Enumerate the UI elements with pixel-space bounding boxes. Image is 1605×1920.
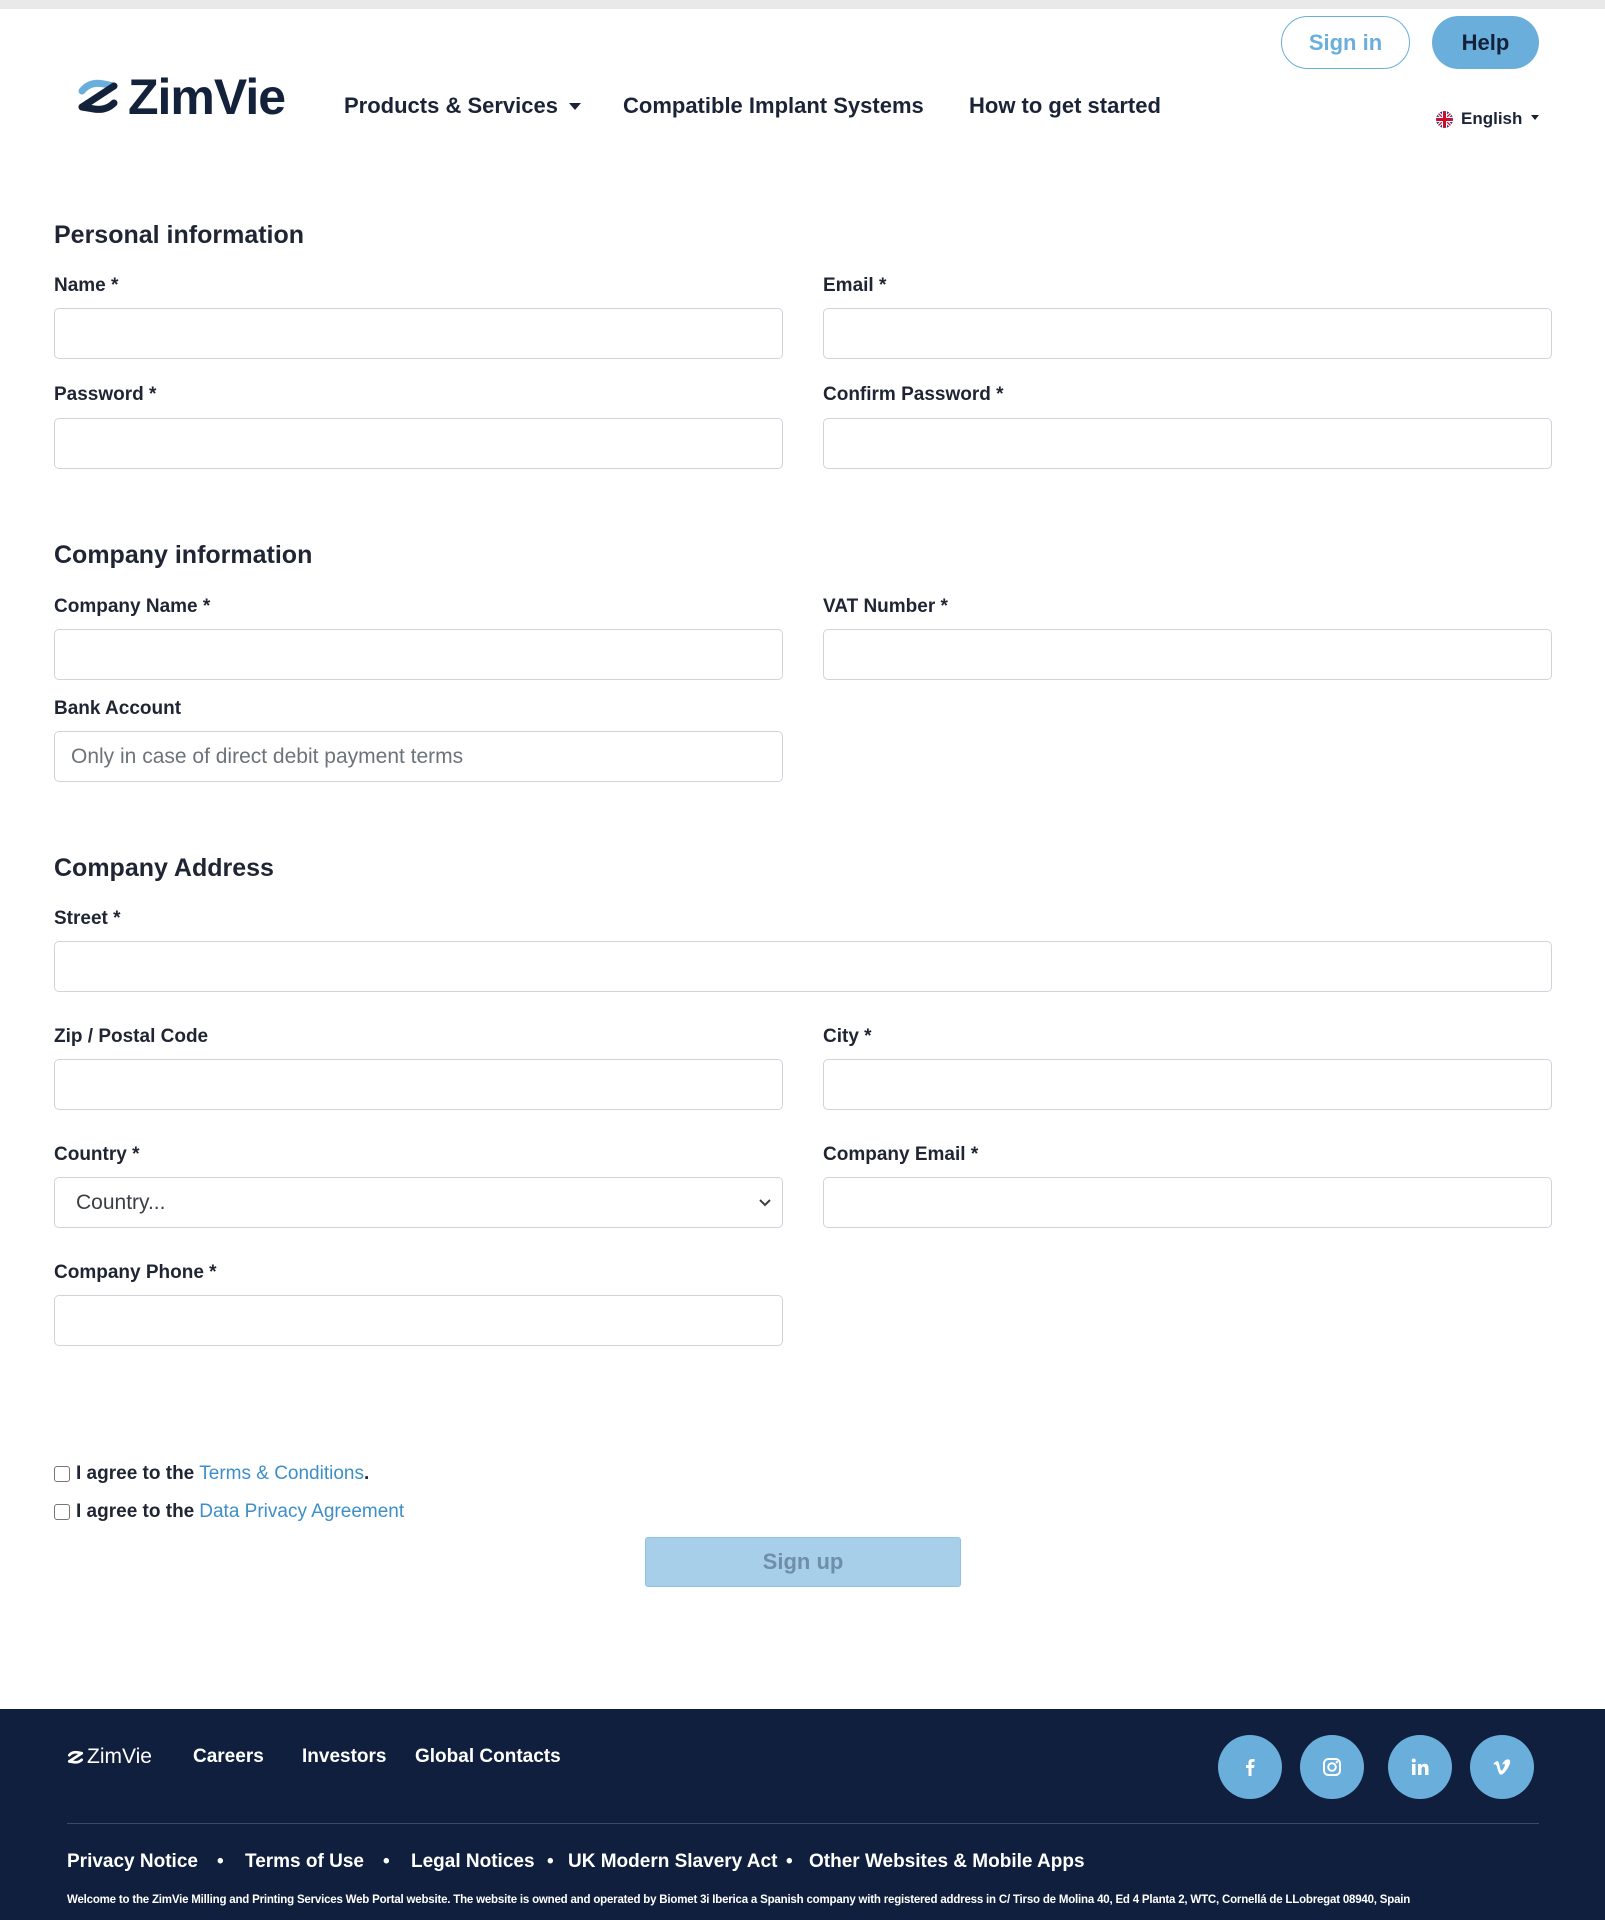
footer-logo[interactable] (67, 1745, 152, 1769)
company-address-title: Company Address (54, 854, 274, 882)
privacy-agreement-row (54, 1501, 404, 1523)
street-label: Street * (54, 908, 121, 929)
agree-prefix: I agree to the (76, 1501, 195, 1522)
vimeo-icon (1491, 1756, 1513, 1778)
terms-checkbox[interactable] (54, 1466, 70, 1482)
nav-label: How to get started (969, 93, 1161, 118)
help-button[interactable]: Help (1432, 16, 1539, 69)
password-label: Password * (54, 384, 157, 405)
caret-down-icon (1531, 115, 1539, 120)
company-email-input[interactable] (823, 1177, 1552, 1228)
company-name-label: Company Name * (54, 596, 211, 617)
footer-privacy-notice-link[interactable]: Privacy Notice (67, 1851, 198, 1872)
footer-link-investors[interactable]: Investors (302, 1746, 387, 1767)
nav-label: Products & Services (344, 93, 558, 118)
agree-prefix: I agree to the (76, 1463, 195, 1484)
footer-separator: • (786, 1851, 793, 1872)
sign-in-button[interactable]: Sign in (1281, 16, 1410, 69)
site-footer (0, 1709, 1605, 1920)
footer-terms-of-use-link[interactable]: Terms of Use (245, 1851, 364, 1872)
language-selector[interactable] (1436, 109, 1539, 129)
uk-flag-icon (1436, 111, 1453, 128)
sign-up-button[interactable]: Sign up (645, 1537, 961, 1587)
city-label: City * (823, 1026, 872, 1047)
footer-separator: • (383, 1851, 390, 1872)
caret-down-icon (569, 103, 581, 110)
terms-agreement-row (54, 1463, 369, 1485)
logo-wordmark: ZimVie (128, 69, 286, 125)
password-input[interactable] (54, 418, 783, 469)
footer-separator: • (217, 1851, 224, 1872)
footer-uk-modern-slavery-act-link[interactable]: UK Modern Slavery Act (568, 1851, 778, 1872)
city-input[interactable] (823, 1059, 1552, 1110)
zip-input[interactable] (54, 1059, 783, 1110)
company-name-input[interactable] (54, 629, 783, 680)
site-header (0, 9, 1605, 159)
linkedin-icon (1409, 1756, 1431, 1778)
instagram-icon (1321, 1756, 1343, 1778)
street-input[interactable] (54, 941, 1552, 992)
vat-number-label: VAT Number * (823, 596, 948, 617)
footer-ownership-note: Welcome to the ZimVie Milling and Printing Services Web Portal website. The website is owned and operated by Biomet 3i Iberica a Spanish company with registered address in C/ Tirso de Molina 40, Ed 4 Planta 2, WTC, Cornellá de LLobregat 08940, Spain (67, 1894, 1411, 1906)
terms-conditions-link[interactable]: Terms & Conditions (199, 1463, 364, 1484)
data-privacy-agreement-link[interactable]: Data Privacy Agreement (199, 1501, 405, 1522)
name-input[interactable] (54, 308, 783, 359)
company-phone-label: Company Phone * (54, 1262, 217, 1283)
chevron-down-icon (756, 1193, 774, 1211)
company-email-label: Company Email * (823, 1144, 979, 1165)
zimvie-logo-icon (76, 75, 120, 119)
personal-info-title: Personal information (54, 221, 305, 249)
terms-suffix: . (363, 1463, 370, 1484)
facebook-icon (1239, 1756, 1261, 1778)
footer-legal-notices-link[interactable]: Legal Notices (411, 1851, 535, 1872)
footer-link-careers[interactable]: Careers (193, 1746, 264, 1767)
footer-logo-wordmark: ZimVie (87, 1745, 152, 1768)
linkedin-button[interactable] (1388, 1735, 1452, 1799)
nav-compatible-implant-systems[interactable] (623, 93, 924, 119)
confirm-password-label: Confirm Password * (823, 384, 1004, 405)
bank-account-input[interactable] (54, 731, 783, 782)
country-select[interactable] (54, 1177, 783, 1228)
vat-number-input[interactable] (823, 629, 1552, 680)
footer-link-global-contacts[interactable]: Global Contacts (415, 1746, 561, 1767)
footer-divider (67, 1823, 1539, 1824)
country-label: Country * (54, 1144, 140, 1165)
instagram-button[interactable] (1300, 1735, 1364, 1799)
nav-label: Compatible Implant Systems (623, 93, 924, 118)
company-info-title: Company information (54, 541, 313, 569)
email-label: Email * (823, 275, 887, 296)
nav-how-to-get-started[interactable] (969, 93, 1161, 119)
company-phone-input[interactable] (54, 1295, 783, 1346)
browser-top-strip (0, 0, 1605, 9)
vimeo-button[interactable] (1470, 1735, 1534, 1799)
email-input[interactable] (823, 308, 1552, 359)
zimvie-logo-icon (67, 1749, 84, 1766)
name-label: Name * (54, 275, 119, 296)
confirm-password-input[interactable] (823, 418, 1552, 469)
nav-products-services[interactable] (344, 93, 581, 119)
zimvie-logo[interactable] (76, 69, 285, 125)
footer-separator: • (547, 1851, 554, 1872)
country-select-value: Country... (76, 1190, 166, 1214)
privacy-checkbox[interactable] (54, 1504, 70, 1520)
language-label: English (1461, 109, 1523, 128)
facebook-button[interactable] (1218, 1735, 1282, 1799)
footer-other-websites-link[interactable]: Other Websites & Mobile Apps (809, 1851, 1085, 1872)
zip-label: Zip / Postal Code (54, 1026, 209, 1047)
bank-account-label: Bank Account (54, 698, 182, 719)
